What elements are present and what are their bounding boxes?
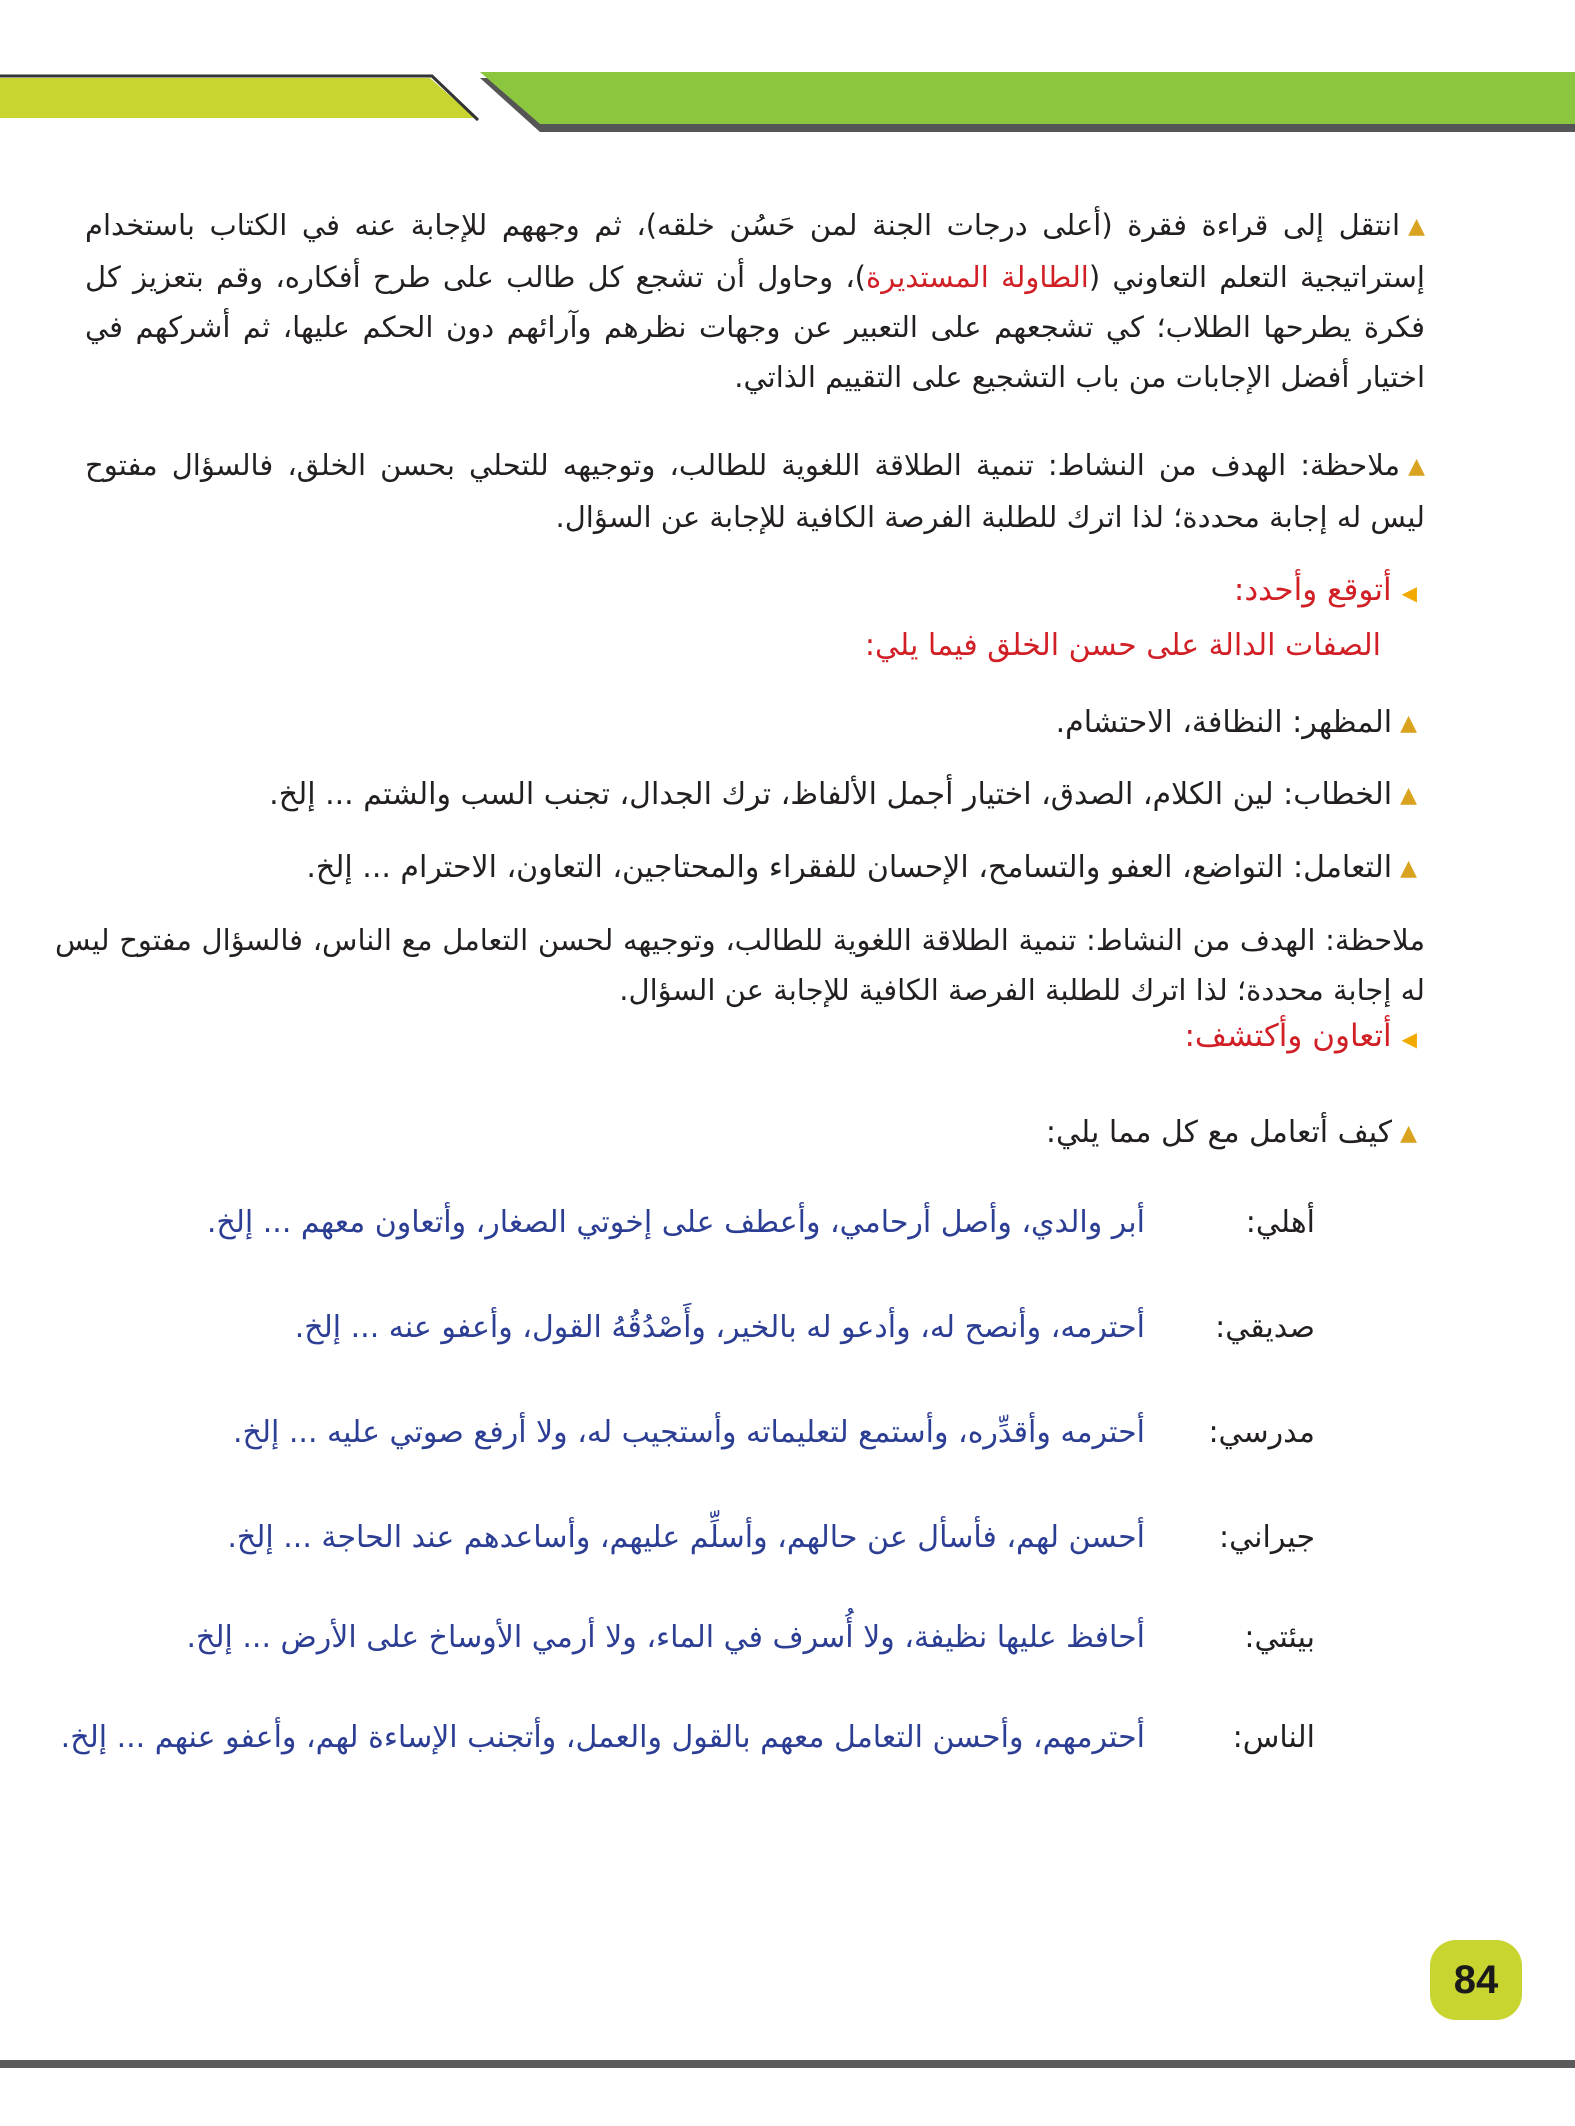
relation-row-neighbors <box>227 1520 1315 1570</box>
relation-label: بيئتي: <box>1244 1620 1315 1655</box>
header-band <box>0 0 1575 140</box>
trait-item-appearance <box>1056 700 1417 747</box>
trait-item-speech <box>269 772 1417 819</box>
relation-label: أهلي: <box>1245 1205 1315 1240</box>
relation-row-environment <box>186 1620 1315 1670</box>
intro-text-b: )، وحاول أن تشجع كل طالب على طرح أفكاره، وقم بتعزيز كل فكرة يطرحها الطلاب؛ كي تشجعهم على التعبير عن وجهات نظرهم وآرائهم دون الحكم عليها، ثم أشركهم في اختيار أفضل الإجابات من باب التشجيع على التقييم الذاتي. <box>85 260 1425 394</box>
relation-answer: أحترمهم، وأحسن التعامل معهم بالقول والعمل، وأتجنب الإساءة لهم، وأعفو عنهم ... إلخ. <box>60 1720 1145 1755</box>
relation-label: الناس: <box>1232 1720 1315 1755</box>
cooperate-question <box>1046 1110 1417 1157</box>
section-subheading: الصفات الدالة على حسن الخلق فيما يلي: <box>864 628 1381 663</box>
relation-row-people <box>60 1720 1315 1770</box>
trait-item-dealing <box>306 845 1417 892</box>
question-text: كيف أتعامل مع كل مما يلي: <box>1045 1115 1393 1150</box>
relation-answer: أحترمه وأقدِّره، وأستمع لتعليماته وأستجيب له، ولا أرفع صوتي عليه ... إلخ. <box>232 1415 1145 1450</box>
section-heading-predict <box>1234 572 1417 608</box>
bullet-leaf-icon: ▲ <box>1408 454 1425 479</box>
section-heading-text: أتعاون وأكتشف: <box>1184 1018 1392 1054</box>
bullet-leaf-icon: ▲ <box>1400 782 1417 808</box>
relation-label: صديقي: <box>1215 1310 1315 1345</box>
trait-item-text: الخطاب: لين الكلام، الصدق، اختيار أجمل الألفاظ، ترك الجدال، تجنب السب والشتم ... إلخ. <box>269 777 1393 812</box>
relation-answer: أحترمه، وأنصح له، وأدعو له بالخير، وأَصْدُقُهُ القول، وأعفو عنه ... إلخ. <box>294 1310 1145 1345</box>
footer-rule <box>0 2060 1575 2068</box>
section-arrow-icon: ◀ <box>1401 581 1417 605</box>
bullet-leaf-icon: ▲ <box>1408 214 1425 239</box>
header-lime-bar <box>0 78 475 118</box>
intro-paragraph-2 <box>85 440 1425 542</box>
trait-item-text: المظهر: النظافة، الاحتشام. <box>1055 705 1393 740</box>
section-heading-cooperate <box>1184 1018 1417 1054</box>
relation-answer: أحافظ عليها نظيفة، ولا أُسرف في الماء، ولا أرمي الأوساخ على الأرض ... إلخ. <box>186 1620 1145 1655</box>
bullet-leaf-icon: ▲ <box>1400 1120 1417 1146</box>
header-green-bar <box>480 72 1575 124</box>
intro-strategy-name: الطاولة المستديرة <box>866 260 1089 294</box>
relation-row-teacher <box>232 1415 1315 1465</box>
relation-answer: أحسن لهم، فأسأل عن حالهم، وأسلِّم عليهم، وأساعدهم عند الحاجة ... إلخ. <box>227 1520 1145 1555</box>
intro-paragraph-1 <box>85 200 1425 402</box>
intro-text-a: انتقل إلى قراءة فقرة (أعلى درجات الجنة لمن حَسُن خلقه)، ثم وجههم للإجابة عنه في الكتاب باستخدام إستراتيجية التعلم التعاوني ( <box>85 208 1425 294</box>
relation-label: جيراني: <box>1219 1520 1315 1555</box>
trait-item-text: التعامل: التواضع، العفو والتسامح، الإحسان للفقراء والمحتاجين، التعاون، الاحترام ... إلخ. <box>306 850 1393 885</box>
section-heading-text: أتوقع وأحدد: <box>1233 572 1392 608</box>
section-arrow-icon: ◀ <box>1401 1027 1417 1051</box>
relation-row-friend <box>245 1310 1315 1360</box>
section1-note: ملاحظة: الهدف من النشاط: تنمية الطلاقة اللغوية للطالب، وتوجيهه لحسن التعامل مع الناس، فالسؤال مفتوح ليس له إجابة محددة؛ لذا اترك للطلبة الفرصة الكافية للإجابة عن السؤال. <box>55 923 1425 1007</box>
relation-label: مدرسي: <box>1208 1415 1315 1450</box>
bullet-leaf-icon: ▲ <box>1400 710 1417 736</box>
bullet-leaf-icon: ▲ <box>1400 855 1417 881</box>
relation-answer: أبر والدي، وأصل أرحامي، وأعطف على إخوتي الصغار، وأتعاون معهم ... إلخ. <box>206 1205 1145 1240</box>
intro-note-text: ملاحظة: الهدف من النشاط: تنمية الطلاقة اللغوية للطالب، وتوجيهه للتحلي بحسن الخلق، فالسؤال مفتوح ليس له إجابة محددة؛ لذا اترك للطلبة الفرصة الكافية للإجابة عن السؤال. <box>85 448 1425 534</box>
relation-row-family <box>206 1205 1315 1255</box>
page-number: 84 <box>1430 1940 1522 2020</box>
